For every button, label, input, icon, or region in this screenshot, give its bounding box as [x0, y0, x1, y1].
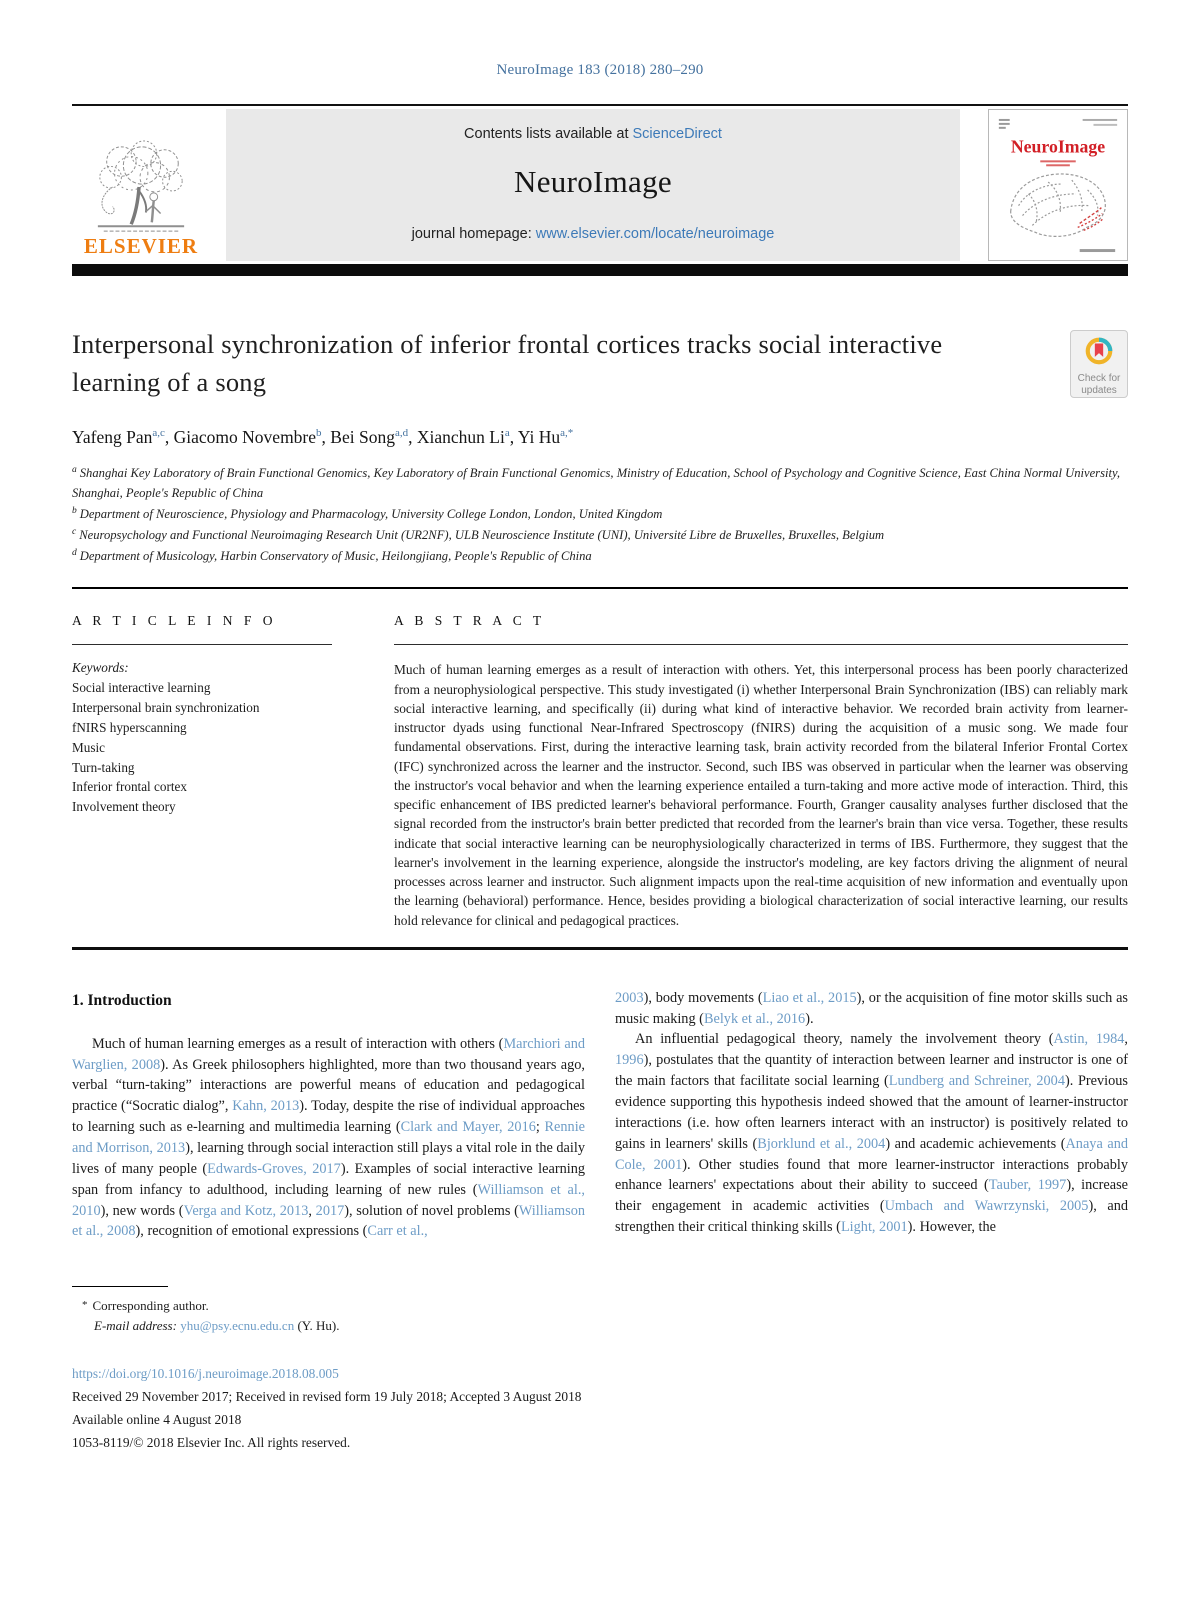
elsevier-wordmark: ELSEVIER — [83, 234, 199, 258]
keyword: Involvement theory — [72, 799, 176, 815]
footnote-block — [72, 1286, 1128, 1334]
author-superscript: a — [504, 427, 510, 440]
keyword: Turn-taking — [72, 759, 135, 775]
homepage-line — [226, 226, 960, 242]
abstract-text: Much of human learning emerges as a result of interaction with others. Yet, this interpersonal process has been poorly characterized from a neurophysiological perspective. This study investigated (i) whether Interpersonal Brain Synchronization (IBS) can reliably mark social interactive learning, and specifically (ii) during what kind of interactive behavior. We recorded brain activity from learner-instructor dyads using functional Near-Infrared Spectroscopy (fNIRS) during the acquisition of a music song. We made four fundamental observations. First, during the interactive learning task, brain activity recorded from the bilateral Inferior Frontal Cortex (IFC) synchronized across the learner and the instructor. Second, such IBS was observed in particular when the learner was observing the instructor's vocal behavior and when the learning experience entailed a turn-taking and more active mode of interaction. Third, this specific enhancement of IBS predicted learner's behavioral performance. Fourth, Granger causality analyses further disclosed that the signal recorded from the instructor's brain better predicted that recorded from the learner's brain than vice versa. Together, these results indicate that social interactive learning can be neurophysiologically characterized in terms of IBS. Furthermore, they suggest that the learner's involvement in the learning experience, alongside the instructor's modeling, are key factors driving the alignment of neural processes across learner and instructor. Such alignment impacts upon the real-time acquisition of new information and eventually upon the learning (behavioral) performance. Hence, besides providing a biological characterization of social interactive learning, our results hold relevance for clinical and pedagogical practices. — [394, 662, 1128, 928]
author-name: Yafeng Pan — [72, 427, 153, 448]
citation-link[interactable]: 2017 — [315, 1202, 345, 1219]
citation-link[interactable]: Kahn, 2013 — [232, 1098, 300, 1115]
affiliation-text: Neuropsychology and Functional Neuroimaging Research Unit (UR2NF), ULB Neuroscience Institute (UNI), Université Libre de Bruxelles, Bruxelles, Belgium — [79, 528, 885, 543]
intro-section — [72, 988, 1128, 1243]
citation-link[interactable]: Verga and Kotz, 2013 — [183, 1202, 309, 1219]
divider — [72, 104, 1128, 106]
sciencedirect-link[interactable]: ScienceDirect — [632, 126, 722, 142]
affiliation — [72, 525, 1128, 546]
affiliation-text: Department of Musicology, Harbin Conservatory of Music, Heilongjiang, People's Republic of China — [79, 549, 592, 564]
keyword: Music — [72, 739, 105, 755]
citation-link[interactable]: Williamson et al., 2010 — [72, 1181, 585, 1219]
citation-link[interactable]: Astin, 1984 — [1053, 1031, 1125, 1048]
author — [72, 427, 174, 447]
footnote-rule — [72, 1286, 168, 1287]
divider — [72, 947, 1128, 950]
cover-title: NeuroImage — [1010, 136, 1106, 157]
section-heading: 1. Introduction — [72, 991, 172, 1009]
author — [518, 427, 573, 447]
publication-info — [72, 1362, 1128, 1454]
affiliation-superscript: b — [72, 506, 77, 517]
citation-link[interactable]: Williamson et al., 2008 — [72, 1202, 585, 1240]
divider — [72, 587, 1128, 589]
homepage-prefix: journal homepage: — [411, 226, 536, 242]
footnote-star: * — [82, 1299, 88, 1312]
citation-link[interactable]: Lundberg and Schreiner, 2004 — [888, 1073, 1065, 1090]
article-info-column — [72, 613, 332, 929]
article-title: Interpersonal synchronization of inferior frontal cortices tracks social interactive learning of a song — [72, 329, 943, 397]
citation-link[interactable]: Clark and Mayer, 2016 — [400, 1119, 536, 1136]
banner-center-panel — [226, 109, 960, 261]
title-row — [72, 326, 1128, 401]
abstract-column — [394, 613, 1128, 929]
available-online: Available online 4 August 2018 — [72, 1412, 242, 1428]
keyword: fNIRS hyperscanning — [72, 720, 187, 736]
doi-link[interactable]: https://doi.org/10.1016/j.neuroimage.2018.08.005 — [72, 1366, 339, 1382]
check-badge-label: Check for updates — [1077, 373, 1121, 396]
crossmark-icon — [1084, 353, 1114, 370]
corresponding-author-note — [72, 1298, 1128, 1314]
affiliation-superscript: c — [72, 527, 77, 538]
copyright-line: 1053-8119/© 2018 Elsevier Inc. All rights reserved. — [72, 1435, 351, 1451]
author-superscript: a,c — [152, 427, 165, 440]
author — [330, 427, 417, 447]
journal-title: NeuroImage — [514, 164, 672, 199]
corresponding-text: Corresponding author. — [92, 1298, 209, 1314]
affiliation-superscript: a — [72, 465, 77, 476]
citation-link[interactable]: Umbach and Wawrzynski, 2005 — [884, 1198, 1089, 1215]
divider — [72, 264, 1128, 276]
citation-link[interactable]: Tauber, 1997 — [988, 1177, 1067, 1194]
author-superscript: a,* — [560, 427, 574, 440]
citation-link[interactable]: Liao et al., 2015 — [762, 989, 857, 1006]
authors-line — [72, 427, 1128, 448]
received-dates: Received 29 November 2017; Received in revised form 19 July 2018; Accepted 3 August 2018 — [72, 1389, 582, 1405]
contents-prefix: Contents lists available at — [464, 126, 633, 142]
affiliations — [72, 463, 1128, 567]
affiliation — [72, 546, 1128, 567]
keyword: Interpersonal brain synchronization — [72, 700, 260, 716]
check-for-updates-badge[interactable] — [1070, 330, 1128, 398]
author — [174, 427, 331, 447]
contents-line — [226, 126, 960, 142]
elsevier-logo — [72, 109, 210, 261]
author-name: Yi Hu — [517, 427, 561, 448]
author-superscript: a,d — [394, 427, 409, 440]
citation-link[interactable]: Bjorklund et al., 2004 — [757, 1135, 886, 1152]
email-label: E-mail address: — [94, 1318, 177, 1334]
affiliation — [72, 463, 1128, 504]
article-info-heading: A R T I C L E I N F O — [72, 613, 277, 629]
brain-wordcloud-image — [989, 110, 1127, 260]
intro-right-column — [615, 988, 1128, 1243]
citation-link[interactable]: Carr et al., — [367, 1223, 428, 1240]
divider — [72, 644, 332, 645]
homepage-link[interactable]: www.elsevier.com/locate/neuroimage — [535, 226, 775, 242]
citation-link[interactable]: Rennie and Morrison, 2013 — [72, 1119, 586, 1157]
author-name: Bei Song — [330, 427, 395, 448]
abstract-heading: A B S T R A C T — [394, 613, 546, 629]
journal-citation-header: NeuroImage 183 (2018) 280–290 — [496, 62, 704, 78]
keyword: Social interactive learning — [72, 680, 211, 696]
keywords-label: Keywords: — [72, 660, 129, 676]
elsevier-tree-icon — [82, 138, 200, 238]
affiliation-superscript: d — [72, 548, 77, 559]
intro-paragraph: Much of human learning emerges as a result of interaction with others (Marchiori and Warglien, 2008). As Greek philosophers highlighted, more than two thousand years ago, verbal “turn-taking” interactions are powerful means of education and pedagogical practice (“Socratic dialog”, Kahn, 2013). Today, despite the rise of individual approaches to learning such as e-learning and multimedia learning (Clark and Mayer, 2016; Rennie and Morrison, 2013), learning through social interaction still plays a vital role in the daily lives of many people (Edwards-Groves, 2017). Examples of social interactive learning span from infancy to adulthood, including learning of new rules (Williamson et al., 2010), new words (Verga and Kotz, 2013, 2017), solution of novel problems (Williamson et al., 2008), recognition of emotional expressions (Carr et al., — [72, 1035, 586, 1240]
intro-paragraph: 2003), body movements (Liao et al., 2015), or the acquisition of fine motor skills such as music making (Belyk et al., 2016). — [615, 989, 1128, 1027]
email-owner: (Y. Hu). — [297, 1318, 340, 1334]
email-link[interactable]: yhu@psy.ecnu.edu.cn — [180, 1318, 295, 1334]
intro-left-column — [72, 988, 585, 1243]
citation-link[interactable]: 2003 — [615, 989, 644, 1006]
citation-link[interactable]: Edwards-Groves, 2017 — [207, 1160, 341, 1177]
citation-link[interactable]: Marchiori and Warglien, 2008 — [72, 1035, 585, 1073]
citation-link[interactable]: Light, 2001 — [840, 1219, 908, 1236]
affiliation-text: Department of Neuroscience, Physiology and Pharmacology, University College London, London, United Kingdom — [79, 507, 663, 522]
journal-cover-thumbnail — [988, 109, 1128, 261]
journal-banner — [72, 109, 1128, 261]
affiliation-text: Shanghai Key Laboratory of Brain Functional Genomics, Key Laboratory of Brain Functional Genomics, Ministry of Education, School of Psychology and Cognitive Science, East China Normal University, Shanghai, People's Republic of China — [72, 466, 1121, 501]
keyword: Inferior frontal cortex — [72, 779, 187, 795]
citation-link[interactable]: Anaya and Cole, 2001 — [615, 1135, 1128, 1173]
intro-paragraph: An influential pedagogical theory, namely the involvement theory (Astin, 1984, 1996), postulates that the quantity of interaction between learner and instructor is one of the main factors that facilitate social learning (Lundberg and Schreiner, 2004). Previous evidence supporting this hypothesis indeed showed that the amount of learner-instructor interactions (i.e. how often learners interact with an instructor) is positively related to gains in learners' skills (Bjorklund et al., 2004) and academic achievements (Anaya and Cole, 2001). Other studies found that more learner-instructor interactions probably enhance learners' expectations about their ability to succeed (Tauber, 1997), increase their engagement in academic activities (Umbach and Wawrzynski, 2005), and strengthen their critical thinking skills (Light, 2001). However, the — [615, 1031, 1129, 1236]
citation-link[interactable]: 1996 — [615, 1052, 644, 1069]
citation-link[interactable]: Belyk et al., 2016 — [703, 1010, 806, 1027]
author — [417, 427, 518, 447]
author-superscript: b — [316, 427, 322, 440]
divider — [394, 644, 1128, 645]
affiliation — [72, 504, 1128, 525]
article-info-abstract-section — [72, 613, 1128, 929]
author-name: Giacomo Novembre — [173, 427, 317, 448]
author-name: Xianchun Li — [416, 427, 505, 448]
email-line — [72, 1318, 1128, 1334]
